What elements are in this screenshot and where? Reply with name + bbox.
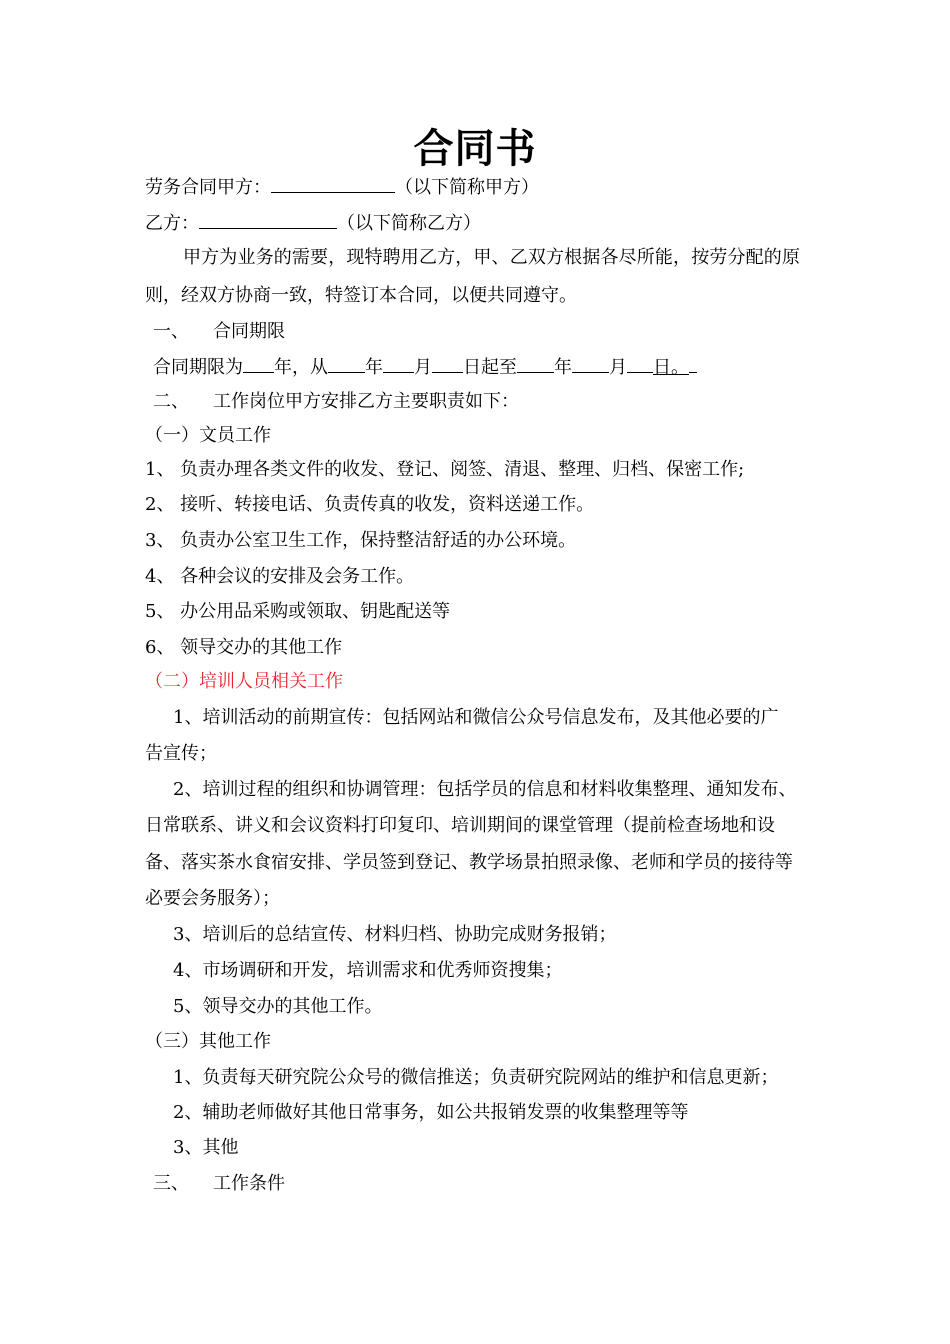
- training-item-2-line-1: 2、培训过程的组织和协调管理：包括学员的信息和材料收集整理、通知发布、: [173, 779, 797, 800]
- term-text-5: 日起至: [463, 357, 517, 378]
- start-day-blank: [432, 354, 463, 373]
- subsection-3-heading: （三）其他工作: [145, 1031, 271, 1052]
- party-b-label: 乙方：: [145, 213, 199, 234]
- term-text-2: 年，从: [274, 357, 328, 378]
- party-a-blank: [271, 174, 395, 193]
- term-text-6: 年: [554, 357, 572, 378]
- term-years-blank: [243, 354, 274, 373]
- term-text-4: 月: [414, 357, 432, 378]
- section-3-number: 三、: [153, 1173, 189, 1194]
- term-text-1: 合同期限为: [153, 357, 243, 378]
- end-day-blank: [627, 354, 653, 373]
- section-1-title: 合同期限: [213, 321, 285, 342]
- section-2-heading: [153, 390, 519, 414]
- term-text-7: 月: [609, 357, 627, 378]
- training-item-2-line-2: 日常联系、讲义和会议资料打印复印、培训期间的课堂管理（提前检查场地和设: [145, 815, 775, 836]
- list-item: 2、辅助老师做好其他日常事务，如公共报销发票的收集整理等等: [173, 1102, 689, 1123]
- subsection-1-heading: （一）文员工作: [145, 425, 271, 446]
- party-b-blank: [199, 210, 337, 229]
- training-item-1-line-2: 告宣传；: [145, 743, 217, 764]
- list-item: 6、 领导交办的其他工作: [145, 637, 343, 658]
- training-item-2-line-3: 备、落实茶水食宿安排、学员签到登记、教学场景拍照录像、老师和学员的接待等: [145, 852, 793, 873]
- section-1-number: 一、: [153, 321, 189, 342]
- subsection-2-heading: （二）培训人员相关工作: [145, 671, 343, 692]
- section-3-heading: [153, 1172, 285, 1196]
- start-year-blank: [328, 354, 365, 373]
- term-text-3: 年: [365, 357, 383, 378]
- section-2-title: 工作岗位甲方安排乙方主要职责如下：: [213, 391, 519, 412]
- party-a-suffix: （以下简称甲方）: [395, 177, 539, 198]
- end-month-blank: [572, 354, 609, 373]
- term-trailing-blank: [689, 354, 697, 373]
- list-item: 2、 接听、转接电话、负责传真的收发，资料送递工作。: [145, 494, 595, 515]
- section-3-title: 工作条件: [213, 1173, 285, 1194]
- list-item: 1、负责每天研究院公众号的微信推送；负责研究院网站的维护和信息更新；: [173, 1067, 779, 1088]
- training-item-2-line-4: 必要会务服务）；: [145, 888, 280, 909]
- training-item-1-line-1: 1、培训活动的前期宣传：包括网站和微信公众号信息发布，及其他必要的广: [173, 707, 779, 728]
- training-item-4: 4、市场调研和开发，培训需求和优秀师资搜集；: [173, 960, 563, 981]
- intro-paragraph-line-2: 则，经双方协商一致，特签订本合同，以便共同遵守。: [145, 285, 577, 306]
- list-item: 1、 负责办理各类文件的收发、登记、阅签、清退、整理、归档、保密工作;: [145, 459, 745, 480]
- document-title: 合同书: [413, 125, 537, 172]
- party-b-line: [145, 210, 481, 236]
- section-1-heading: [153, 320, 285, 344]
- party-b-suffix: （以下简称乙方）: [337, 213, 481, 234]
- section-2-number: 二、: [153, 391, 189, 412]
- contract-term-line: [153, 354, 697, 380]
- party-a-line: [145, 174, 539, 200]
- intro-paragraph-line-1: 甲方为业务的需要，现特聘用乙方，甲、乙双方根据各尽所能，按劳分配的原: [183, 247, 801, 268]
- list-item: 4、 各种会议的安排及会务工作。: [145, 566, 415, 587]
- end-year-blank: [517, 354, 554, 373]
- list-item: 5、 办公用品采购或领取、钥匙配送等: [145, 601, 451, 622]
- list-item: 3、 负责办公室卫生工作，保持整洁舒适的办公环境。: [145, 530, 577, 551]
- training-item-3: 3、培训后的总结宣传、材料归档、协助完成财务报销；: [173, 924, 617, 945]
- party-a-label: 劳务合同甲方：: [145, 177, 271, 198]
- list-item: 3、其他: [173, 1137, 239, 1158]
- training-item-5: 5、领导交办的其他工作。: [173, 996, 383, 1017]
- start-month-blank: [383, 354, 414, 373]
- term-text-8: 日。: [653, 357, 689, 378]
